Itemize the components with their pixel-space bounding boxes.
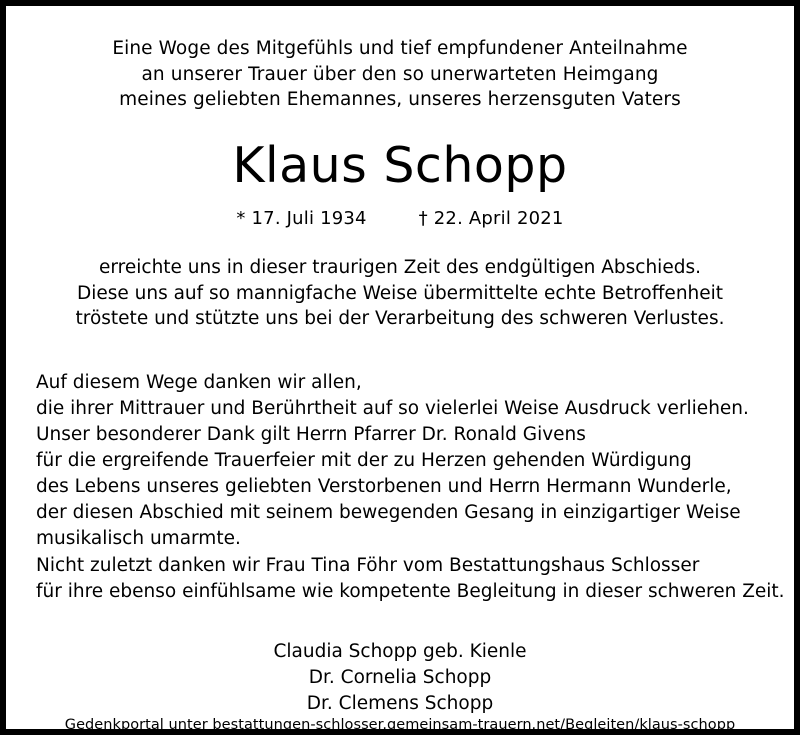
family-signature: [36, 639, 764, 718]
family-member: Dr. Cornelia Schopp: [308, 666, 492, 688]
intro-text: [36, 36, 764, 113]
deceased-name: Klaus Schopp: [232, 136, 568, 194]
family-member: Dr. Clemens Schopp: [306, 693, 494, 715]
thanks-line: Nicht zuletzt danken wir Frau Tina Föhr vom Bestattungshaus Schlosser: [36, 554, 700, 576]
condolence-line: tröstete und stützte uns bei der Verarbeitung des schweren Verlustes.: [75, 308, 725, 330]
condolence-line: erreichte uns in dieser traurigen Zeit des endgültigen Abschieds.: [99, 257, 701, 279]
intro-line: an unserer Trauer über den so unerwarteten Heimgang: [141, 63, 659, 85]
intro-line: meines geliebten Ehemannes, unseres herzensguten Vaters: [119, 89, 681, 111]
condolence-line: Diese uns auf so mannigfache Weise übermittelte echte Betroffenheit: [76, 282, 724, 304]
birth-date: * 17. Juli 1934: [236, 208, 367, 230]
thanks-line: Unser besonderer Dank gilt Herrn Pfarrer Dr. Ronald Givens: [36, 424, 586, 446]
life-dates: [36, 208, 764, 229]
thanks-line: die ihrer Mittrauer und Berührtheit auf so vielerlei Weise Ausdruck verliehen.: [36, 398, 749, 420]
thanks-line: musikalisch umarmte.: [36, 528, 241, 550]
thanks-line: für die ergreifende Trauerfeier mit der zu Herzen gehenden Würdigung: [36, 450, 692, 472]
family-member: Claudia Schopp geb. Kienle: [273, 640, 527, 662]
thanks-line: des Lebens unseres geliebten Verstorbenen und Herrn Hermann Wunderle,: [36, 476, 732, 498]
death-date: † 22. April 2021: [418, 208, 564, 230]
thanks-line: für ihre ebenso einfühlsame wie kompetente Begleitung in dieser schweren Zeit.: [36, 580, 785, 602]
thanks-text: [36, 370, 785, 605]
intro-line: Eine Woge des Mitgefühls und tief empfundener Anteilnahme: [112, 38, 688, 59]
condolence-text: [36, 255, 764, 332]
thanks-line: der diesen Abschied mit seinem bewegenden Gesang in einzigartiger Weise: [36, 502, 741, 524]
memorial-portal-link[interactable]: Gedenkportal unter bestattungen-schlosser.gemeinsam-trauern.net/Begleiten/klaus-schopp: [64, 717, 736, 734]
thanks-line: Auf diesem Wege danken wir allen,: [36, 371, 362, 393]
